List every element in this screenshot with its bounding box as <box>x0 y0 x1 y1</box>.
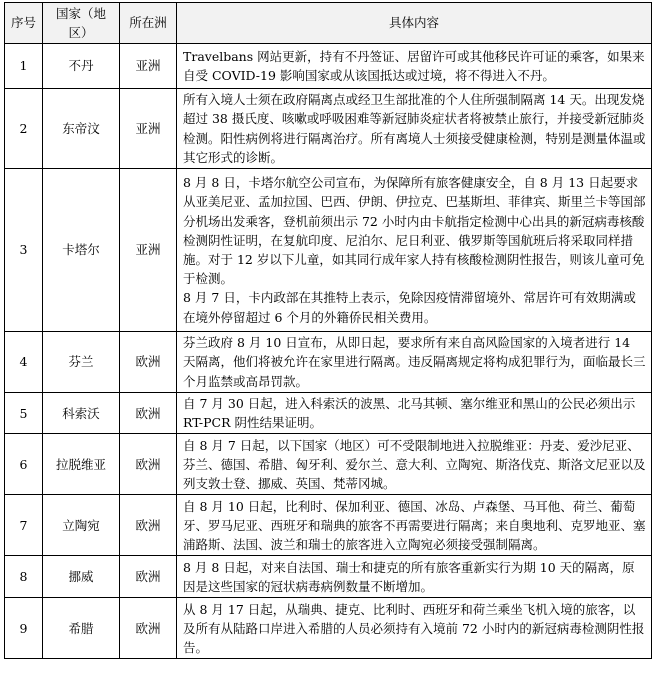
header-country: 国家（地区） <box>43 3 120 44</box>
row-continent: 欧洲 <box>120 434 177 495</box>
row-continent: 欧洲 <box>120 332 177 393</box>
row-content <box>177 169 652 332</box>
table-row <box>5 89 652 169</box>
row-country: 卡塔尔 <box>43 169 120 332</box>
travel-restrictions-table <box>4 2 652 659</box>
row-country: 不丹 <box>43 44 120 89</box>
row-country: 挪威 <box>43 556 120 598</box>
row-continent: 欧洲 <box>120 393 177 434</box>
row-continent: 亚洲 <box>120 89 177 169</box>
header-index: 序号 <box>5 3 43 44</box>
row-continent: 亚洲 <box>120 44 177 89</box>
table-row <box>5 44 652 89</box>
content-paragraph: 自 8 月 10 日起，比利时、保加利亚、德国、冰岛、卢森堡、马耳他、荷兰、葡萄牙、罗马尼亚、西班牙和瑞典的旅客不再需要进行隔离；来自奥地利、克罗地亚、塞浦路斯、法国、波兰和瑞士的旅客进入立陶宛必须接受强制隔离。 <box>183 498 646 552</box>
content-paragraph: 8 月 8 日起，对来自法国、瑞士和捷克的所有旅客重新实行为期 10 天的隔离，原因是这些国家的冠状病毒病例数量不断增加。 <box>183 559 635 594</box>
table-row <box>5 434 652 495</box>
row-content <box>177 89 652 169</box>
content-paragraph: 所有入境人士须在政府隔离点或经卫生部批准的个人住所强制隔离 14 天。出现发烧超过 38 摄氏度、咳嗽或呼吸困难等新冠肺炎症状者将被禁止旅行，并接受新冠肺炎检测。阳性病例将进行隔离治疗。所有离境人士须接受健康检测，特别是测量体温或其它形式的诊断。 <box>183 92 646 165</box>
row-country: 东帝汶 <box>43 89 120 169</box>
table-row <box>5 393 652 434</box>
row-content <box>177 495 652 556</box>
row-country: 拉脱维亚 <box>43 434 120 495</box>
row-index: 2 <box>5 89 43 169</box>
row-country: 科索沃 <box>43 393 120 434</box>
table-row <box>5 495 652 556</box>
row-continent: 欧洲 <box>120 598 177 659</box>
row-content <box>177 556 652 598</box>
row-index: 6 <box>5 434 43 495</box>
content-paragraph: 8 月 7 日，卡内政部在其推特上表示，免除因疫情滞留境外、常居许可有效期满或在境外停留超过 6 个月的外籍侨民相关费用。 <box>183 290 636 325</box>
row-content <box>177 44 652 89</box>
table-row <box>5 556 652 598</box>
row-country: 立陶宛 <box>43 495 120 556</box>
row-content <box>177 598 652 659</box>
table-row <box>5 169 652 332</box>
header-continent: 所在洲 <box>120 3 177 44</box>
row-country: 希腊 <box>43 598 120 659</box>
row-index: 1 <box>5 44 43 89</box>
row-index: 9 <box>5 598 43 659</box>
content-paragraph: 自 8 月 7 日起，以下国家（地区）可不受限制地进入拉脱维亚：丹麦、爱沙尼亚、芬兰、德国、希腊、匈牙利、爱尔兰、意大利、立陶宛、斯洛伐克、斯洛文尼亚以及列支敦士登、挪威、英国、梵蒂冈城。 <box>183 437 646 491</box>
row-index: 4 <box>5 332 43 393</box>
content-paragraph: 从 8 月 17 日起，从瑞典、捷克、比利时、西班牙和荷兰乘坐飞机入境的旅客，以及所有从陆路口岸进入希腊的人员必须持有入境前 72 小时内的新冠病毒检测阴性报告。 <box>183 601 645 655</box>
content-paragraph: 8 月 8 日，卡塔尔航空公司宣布，为保障所有旅客健康安全，自 8 月 13 日起要求从亚美尼亚、孟加拉国、巴西、伊朗、伊拉克、巴基斯坦、菲律宾、斯里兰卡等国部分机场出发乘客，登机前须出示 72 小时内由卡航指定检测中心出具的新冠病毒核酸检测阴性证明，在复航印度、尼泊尔、尼日利亚、俄罗斯等国航班后将采取同样措施。对于 12 岁以下儿童，如其同行成年家人持有核酸检测阴性报告，则该儿童可免于检测。 <box>183 175 646 287</box>
row-index: 8 <box>5 556 43 598</box>
table-row <box>5 598 652 659</box>
header-content: 具体内容 <box>177 3 652 44</box>
row-index: 5 <box>5 393 43 434</box>
row-continent: 欧洲 <box>120 495 177 556</box>
row-country: 芬兰 <box>43 332 120 393</box>
table-row <box>5 332 652 393</box>
row-continent: 亚洲 <box>120 169 177 332</box>
table-header-row <box>5 3 652 44</box>
row-continent: 欧洲 <box>120 556 177 598</box>
row-index: 7 <box>5 495 43 556</box>
row-content <box>177 393 652 434</box>
row-content <box>177 332 652 393</box>
content-paragraph: Travelbans 网站更新，持有不丹签证、居留许可或其他移民许可证的乘客，如果来自受 COVID-19 影响国家或从该国抵达或过境，将不得进入不丹。 <box>183 48 645 83</box>
row-index: 3 <box>5 169 43 332</box>
content-paragraph: 自 7 月 30 日起，进入科索沃的波黑、北马其顿、塞尔维亚和黑山的公民必须出示 RT-PCR 阴性结果证明。 <box>183 396 636 431</box>
content-paragraph: 芬兰政府 8 月 10 日宣布，从即日起，要求所有来自高风险国家的入境者进行 14 天隔离，他们将被允许在家里进行隔离。违反隔离规定将构成犯罪行为，面临最长三个月监禁或高昂罚款。 <box>183 335 646 389</box>
row-content <box>177 434 652 495</box>
